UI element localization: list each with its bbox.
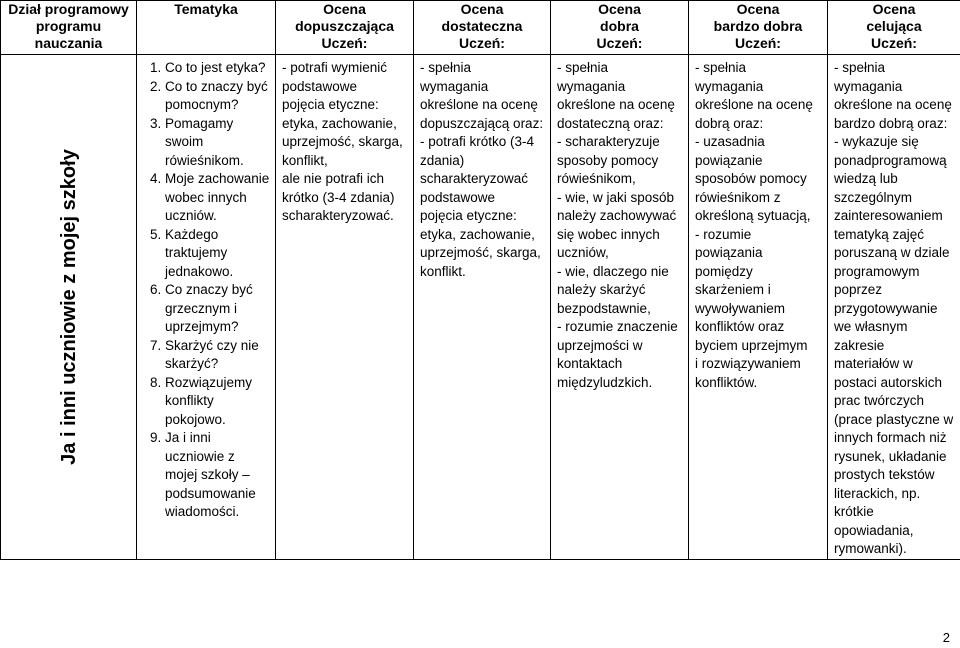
requirement-line: określone na ocenę <box>420 97 538 112</box>
requirement-line: określone na ocenę <box>557 97 675 112</box>
requirement-line: pomiędzy <box>695 263 753 279</box>
requirement-line: szczególnym <box>834 189 913 205</box>
grade-dobra-cell <box>551 55 689 560</box>
topic-item: 8. Rozwiązujemy konflikty pokojowo. <box>165 374 270 430</box>
requirement-line: pojęcia etyczne: <box>282 97 379 112</box>
requirement-line: tematyką zajęć <box>834 226 925 242</box>
requirement-line: rymowanki). <box>834 541 907 556</box>
requirement-line: prostych tekstów <box>834 467 935 482</box>
requirement-line: dobrą oraz: <box>695 115 764 131</box>
requirement-line: rysunek, układanie <box>834 448 947 464</box>
topic-item: 2. Co to znaczy być pomocnym? <box>165 78 270 115</box>
requirement-line: konflikt, <box>282 152 328 168</box>
requirement-line: i rozwiązywaniem <box>695 356 801 371</box>
requirement-line: - spełnia <box>834 60 886 75</box>
topic-item: 4. Moje zachowanie wobec innych uczniów. <box>165 170 270 226</box>
requirement-line: podstawowe <box>282 78 358 94</box>
header-grade-celujaca: Ocena celująca Uczeń: <box>828 1 960 55</box>
requirement-line: etyka, zachowanie, <box>420 226 535 242</box>
requirement-line: krótko (3-4 zdania) <box>282 189 395 205</box>
requirement-line: poruszaną w dziale <box>834 245 950 260</box>
requirement-line: we własnym <box>834 319 908 334</box>
topics-list <box>143 59 270 522</box>
requirement-line: się wobec innych <box>557 226 660 242</box>
requirement-line: uczniów, <box>557 245 609 260</box>
requirement-line: podstawowe <box>420 189 496 205</box>
requirement-line: - potrafi wymienić <box>282 60 388 75</box>
requirement-line: bezpodstawnie, <box>557 300 651 316</box>
requirement-line: konfliktów oraz <box>695 319 785 334</box>
requirement-line: scharakteryzować <box>420 171 529 186</box>
header-grade-dobra: Ocena dobra Uczeń: <box>551 1 689 55</box>
header-topics: Tematyka <box>137 1 276 55</box>
grade-celujaca-cell <box>828 55 960 560</box>
requirement-line: literackich, np. <box>834 485 921 501</box>
requirement-line: dostateczną oraz: <box>557 115 664 131</box>
requirement-line: prac twórczych <box>834 393 925 408</box>
grade-bardzo-dobra-cell <box>689 55 828 560</box>
requirement-line: - spełnia <box>420 60 472 75</box>
requirement-line: przygotowywanie <box>834 300 938 316</box>
requirement-line: ponadprogramową <box>834 152 947 168</box>
grade-dopuszczajaca-cell <box>276 55 414 560</box>
content-row <box>1 55 960 560</box>
requirement-line: międzyludzkich. <box>557 374 653 390</box>
requirement-line: - potrafi krótko (3-4 <box>420 134 535 149</box>
requirement-line: - wie, w jaki sposób <box>557 189 675 205</box>
requirement-line: wymagania <box>834 78 903 94</box>
requirement-line: materiałów w <box>834 356 913 371</box>
requirement-line: programowym <box>834 263 920 279</box>
requirement-line: pojęcia etyczne: <box>420 208 517 223</box>
requirement-line: sposobów pomocy <box>695 171 807 186</box>
requirement-line: uprzejmości w <box>557 337 643 353</box>
topic-item: 3. Pomagamy swoim rówieśnikom. <box>165 115 270 171</box>
requirement-line: uprzejmość, skarga, <box>420 245 541 260</box>
header-grade-dostateczna: Ocena dostateczna Uczeń: <box>414 1 551 55</box>
requirement-line: - scharakteryzuje <box>557 134 660 149</box>
requirement-line: rówieśnikom, <box>557 171 636 186</box>
requirement-line: etyka, zachowanie, <box>282 115 397 131</box>
requirement-line: poprzez <box>834 282 883 297</box>
requirement-line: sposoby pomocy <box>557 152 659 168</box>
requirement-line: określone na ocenę <box>834 97 952 112</box>
requirement-line: wiedzą lub <box>834 171 898 186</box>
requirement-line: powiązania <box>695 245 763 260</box>
requirement-line: konfliktów. <box>695 374 758 390</box>
requirement-line: bardzo dobrą oraz: <box>834 115 948 131</box>
requirement-line: opowiadania, <box>834 522 914 538</box>
requirement-line: zdania) <box>420 152 465 168</box>
requirement-line: skarżeniem i <box>695 282 771 297</box>
header-row <box>1 1 960 55</box>
requirement-line: krótkie <box>834 504 874 519</box>
requirement-line: zakresie <box>834 337 885 353</box>
requirement-line: innych formach niż <box>834 430 947 445</box>
requirement-line: powiązanie <box>695 152 763 168</box>
requirement-line: wymagania <box>695 78 764 94</box>
requirement-line: - rozumie znaczenie <box>557 319 678 334</box>
requirement-line: - spełnia <box>557 60 609 75</box>
requirement-line: scharakteryzować. <box>282 208 394 223</box>
requirement-line: wymagania <box>557 78 626 94</box>
grade-dostateczna-cell <box>414 55 551 560</box>
topic-item: 5. Każdego traktujemy jednakowo. <box>165 226 270 282</box>
requirement-line: - spełnia <box>695 60 747 75</box>
requirement-line: postaci autorskich <box>834 374 943 390</box>
requirement-line: wywoływaniem <box>695 300 786 316</box>
section-cell <box>1 55 137 560</box>
requirement-line: konflikt. <box>420 263 466 279</box>
topic-item: 9. Ja i inni uczniowie z mojej szkoły – podsumowanie wiadomości. <box>165 429 270 522</box>
requirement-line: dopuszczającą oraz: <box>420 115 544 131</box>
header-section: Dział programowy programu nauczania <box>1 1 137 55</box>
page-number: 2 <box>942 630 950 645</box>
requirement-line: uprzejmość, skarga, <box>282 134 403 149</box>
header-grade-bardzo-dobra: Ocena bardzo dobra Uczeń: <box>689 1 828 55</box>
topics-cell <box>137 55 276 560</box>
requirement-line: kontaktach <box>557 356 623 371</box>
requirement-line: rówieśnikom z <box>695 189 781 205</box>
requirement-line: (prace plastyczne w <box>834 411 954 427</box>
requirement-line: wymagania <box>420 78 489 94</box>
topic-item: 7. Skarżyć czy nie skarżyć? <box>165 337 270 374</box>
requirement-line: - uzasadnia <box>695 134 765 149</box>
requirement-line: należy zachowywać <box>557 208 677 223</box>
requirement-line: - rozumie <box>695 226 752 242</box>
requirement-line: zainteresowaniem <box>834 208 943 223</box>
requirement-line: - wykazuje się <box>834 134 919 149</box>
requirement-line: należy skarżyć <box>557 282 646 297</box>
section-title: Ja i inni uczniowie z mojej szkoły <box>57 148 80 465</box>
requirement-line: byciem uprzejmym <box>695 337 808 353</box>
requirement-line: określone na ocenę <box>695 97 813 112</box>
requirement-line: - wie, dlaczego nie <box>557 263 669 279</box>
topic-item: 1. Co to jest etyka? <box>165 59 270 78</box>
header-grade-dopuszczajaca: Ocena dopuszczająca Uczeń: <box>276 1 414 55</box>
requirement-line: ale nie potrafi ich <box>282 171 385 186</box>
requirement-line: określoną sytuacją, <box>695 208 811 223</box>
topic-item: 6. Co znaczy być grzecznym i uprzejmym? <box>165 281 270 337</box>
